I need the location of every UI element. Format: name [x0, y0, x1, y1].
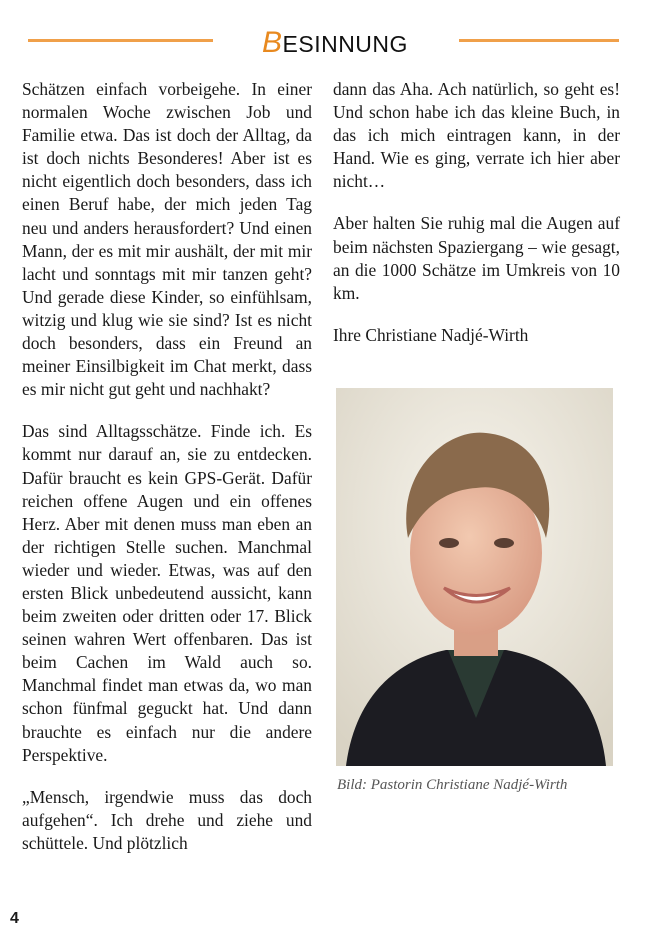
- body-paragraph: dann das Aha. Ach natürlich, so geht es! Und schon habe ich das kleine Buch, in das ich mich eintragen kann, in der Hand. Wie es ging, verrate ich hier aber nicht…: [333, 79, 620, 192]
- portrait-photo: [336, 388, 613, 766]
- header-rule-left: [28, 39, 213, 42]
- right-column: [333, 78, 620, 347]
- body-paragraph: Das sind Alltagsschätze. Finde ich. Es kommt nur darauf an, sie zu entdecken. Dafür braucht es kein GPS-Gerät. Dafür reichen offene Augen und ein offenes Herz. Aber mit denen muss man eben an der richtigen Stelle suchen. Manchmal wieder und wieder. Etwas, was auf den ersten Blick unbedeutend aussicht, kann beim zweiten oder dritten oder 17. Blick seinen wahren Wert offenbaren. Das ist beim Cachen im Wald auch so. Manchmal findet man etwas da, wo man schon fünfmal geguckt hat. Und dann brauchte es einfach nur die andere Perspektive.: [22, 421, 312, 765]
- section-title-rest: ESINNUNG: [282, 31, 408, 57]
- photo-caption: Bild: Pastorin Christiane Nadjé-Wirth: [337, 777, 568, 793]
- page-number: 4: [10, 910, 19, 927]
- section-title-initial: B: [262, 26, 283, 59]
- header-rule-right: [459, 39, 619, 42]
- body-paragraph: Schätzen einfach vorbeigehe. In einer normalen Woche zwischen Job und Familie etwa. Das ist doch der Alltag, da ist doch nichts Besonderes! Aber ist es nicht eigentlich doch besonders, dass ich einen Beruf habe, der mich jeden Tag neu und anders herausfordert? Und einen Mann, der es mit mir aushält, der mit mir lacht und sonntags mit mir tanzen geht? Und gerade diese Kinder, so einfühlsam, witzig und klug wie sie sind? Ist es nicht doch besonders, dass ein Freund an meiner Einsilbigkeit im Chat merkt, dass es mir nicht gut geht und nachhakt?: [22, 79, 312, 400]
- body-paragraph: Aber halten Sie ruhig mal die Augen auf beim nächsten Spaziergang – wie gesagt, an die 1000 Schätze im Umkreis von 10 km.: [333, 213, 620, 303]
- body-paragraph: „Mensch, irgendwie muss das doch aufgehen“. Ich drehe und ziehe und schüttele. Und plötzlich: [22, 786, 312, 853]
- section-title: [262, 26, 432, 60]
- left-column: [22, 78, 312, 874]
- author-signature: Ihre Christiane Nadjé-Wirth: [333, 324, 529, 345]
